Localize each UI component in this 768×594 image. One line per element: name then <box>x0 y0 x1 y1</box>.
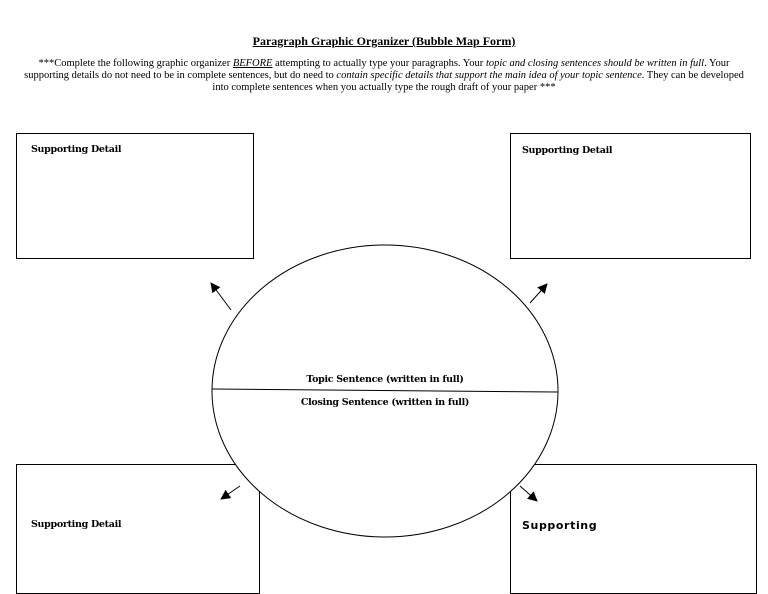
box-label: Supporting <box>522 519 598 532</box>
instructions-emphasis: contain specific details that support the main idea of your topic sentence <box>336 70 642 81</box>
instructions-part: attempting to actually type your paragraphs. Your <box>272 58 486 69</box>
arrow-bottom-left <box>221 486 240 499</box>
arrow-bottom-right <box>520 486 537 501</box>
box-label: Supporting Detail <box>31 144 122 155</box>
arrow-top-left <box>211 283 231 310</box>
instructions-emphasis: topic and closing sentences should be written in full <box>485 58 705 69</box>
closing-sentence-label: Closing Sentence (written in full) <box>300 397 470 408</box>
topic-sentence-label: Topic Sentence (written in full) <box>306 374 464 385</box>
page-title: Paragraph Graphic Organizer (Bubble Map Form) <box>252 34 516 48</box>
instructions-part: ***Complete the following graphic organizer <box>38 58 233 69</box>
box-label: Supporting Detail <box>31 519 122 530</box>
instructions-emphasis-before: BEFORE <box>232 58 273 69</box>
instructions-part: . They can be developed into complete sentences when you actually type the rough draft of your paper *** <box>212 70 744 93</box>
arrow-top-right <box>530 284 547 303</box>
instructions-part: . Your supporting details do not need to be in complete sentences, but do need to <box>24 58 730 81</box>
box-label: Supporting Detail <box>522 145 613 156</box>
